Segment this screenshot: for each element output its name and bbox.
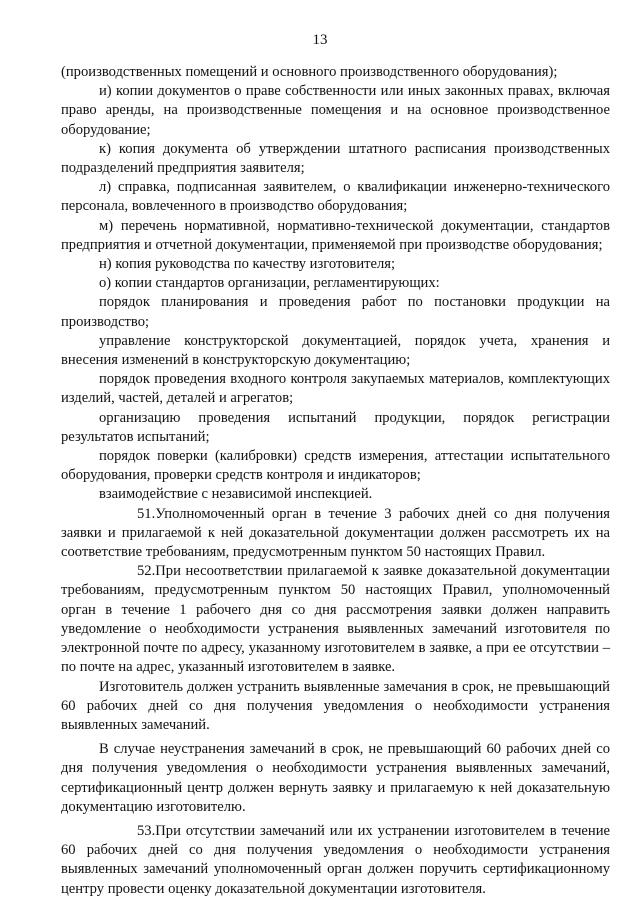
list-item-k: к) копия документа об утверждении штатного расписания производственных подразделений предприятия заявителя; — [61, 140, 610, 177]
clause-51 — [61, 505, 610, 563]
clause-52-manufacturer: Изготовитель должен устранить выявленные замечания в срок, не превышающий 60 рабочих дней со дня получения уведомления о необходимости устранения выявленных замечаний. — [61, 678, 610, 733]
clause-number: 51. — [137, 505, 156, 522]
list-item-o: о) копии стандартов организации, регламентирующих: — [99, 275, 440, 292]
list-item-l: л) справка, подписанная заявителем, о квалификации инженерно-технического персонала, вовлеченного в производство оборудования; — [61, 179, 610, 215]
clause-52 — [61, 562, 610, 677]
subitem-calibration: порядок поверки (калибровки) средств измерения, аттестации испытательного оборудования, проверки средств контроля и индикаторов; — [61, 448, 610, 484]
page-number: 13 — [312, 32, 328, 48]
clause-text: При несоответствии прилагаемой к заявке доказательной документации требованиям, предусмотренным пунктом 50 настоящих Правил, уполномоченный орган в течение 1 рабочего дня со дня рассмотрения заявки должен направить уведомление о необходимости устранения выявленных замечаний изготовителя по электронной почте по адресу, указанному изготовителем в заявке, а при ее отсутствии – по почте на адрес, указанный изготовителем в заявке. — [61, 563, 610, 676]
subitem-testing: организацию проведения испытаний продукции, порядок регистрации результатов испытаний; — [61, 409, 610, 445]
paragraph-continuation: (производственных помещений и основного производственного оборудования); — [61, 64, 558, 80]
clause-52-return: В случае неустранения замечаний в срок, не превышающий 60 рабочих дней со дня получения уведомления о необходимости устранения выявленных замечаний, сертификационный центр должен вернуть заявку и прилагаемую к ней доказательную документацию изготовителю. — [61, 741, 610, 815]
list-item-n: н) копия руководства по качеству изготовителя; — [99, 256, 396, 273]
clause-53 — [61, 822, 610, 899]
list-item-i: и) копии документов о праве собственности или иных законных правах, включая право аренды, на производственные помещения и на основное производственное оборудование; — [61, 83, 610, 138]
list-item-m: м) перечень нормативной, нормативно-технической документации, стандартов предприятия и отчетной документации, применяемой при производстве оборудования; — [61, 217, 610, 253]
document-body — [61, 63, 610, 899]
clause-number: 52. — [137, 563, 156, 580]
subitem-incoming-control: порядок проведения входного контроля закупаемых материалов, комплектующих изделий, частей, деталей и агрегатов; — [61, 371, 610, 407]
clause-number: 53. — [137, 822, 156, 839]
subitem-planning: порядок планирования и проведения работ по постановки продукции на производство; — [61, 294, 610, 330]
subitem-design-docs: управление конструкторской документацией, порядок учета, хранения и внесения изменений в конструкторскую документацию; — [61, 332, 610, 369]
subitem-inspection: взаимодействие с независимой инспекцией. — [99, 486, 373, 503]
clause-text: При отсутствии замечаний или их устранении изготовителем в течение 60 рабочих дней со дня получения уведомления о необходимости устранения выявленных замечаний уполномоченный орган должен поручить сертификационному центру провести оценку доказательной документации изготовителя. — [61, 822, 610, 897]
clause-text: Уполномоченный орган в течение 3 рабочих дней со дня получения заявки и прилагаемой к ней доказательной документации должен рассмотреть их на соответствие требованиям, предусмотренным пунктом 50 настоящих Правил. — [61, 505, 610, 561]
